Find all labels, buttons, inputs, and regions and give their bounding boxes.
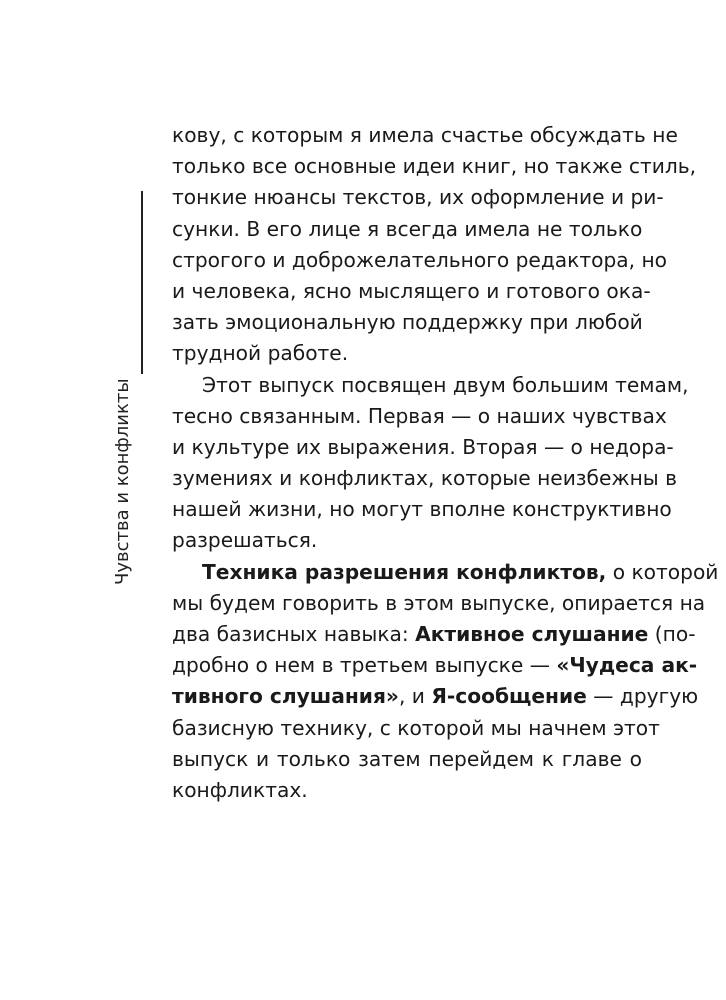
text-line: разрешаться. [172,528,318,553]
running-header [103,191,143,585]
text-line: трудной работе. [172,341,349,366]
bold-term: Я-сообщение [431,684,587,709]
bold-term: Активное слушание [415,622,649,646]
text-line: только все основные идеи книг, но также стиль, [172,154,697,179]
bold-term: «Чудеса ак- [556,653,698,678]
text-line: конфликтах. [172,777,308,802]
text-line: и человека, ясно мыслящего и готового ока- [172,278,651,303]
text-line: нашей жизни, но могут вполне конструктивно [172,497,672,522]
body-text [172,120,719,806]
text-line: зумениях и конфликтах, которые неизбежны в [172,466,678,491]
text-line: тонкие нюансы текстов, их оформление и ри- [172,185,664,210]
text-line: сунки. В его лице я всегда имела не только [172,216,643,241]
text-line: два базисных навыка: Активное слушание (по- [172,622,696,646]
text-line: выпуск и только затем перейдем к главе о [172,746,642,771]
text-line: тивного слушания», и Я-сообщение — другую [172,684,699,709]
text-line: кову, с которым я имела счастье обсуждать не [172,123,678,147]
text-line: Техника разрешения конфликтов, о которой [202,559,719,584]
running-header-rule [141,191,143,374]
running-header-title: Чувства и конфликты [111,378,133,585]
bold-term: Техника разрешения конфликтов, [202,559,607,584]
bold-term: тивного слушания» [172,684,399,709]
text-line: строгого и доброжелательного редактора, но [172,247,668,272]
text-line: базисную технику, с которой мы начнем этот [172,715,660,740]
text-line: Этот выпуск посвящен двум большим темам, [202,372,689,397]
text-line: дробно о нем в третьем выпуске — «Чудеса ак- [172,653,698,678]
text-line: и культуре их выражения. Вторая — о недора- [172,434,674,459]
text-line: тесно связанным. Первая — о наших чувствах [172,403,667,428]
text-line: зать эмоциональную поддержку при любой [172,310,643,335]
text-line: мы будем говорить в этом выпуске, опирается на [172,590,706,615]
